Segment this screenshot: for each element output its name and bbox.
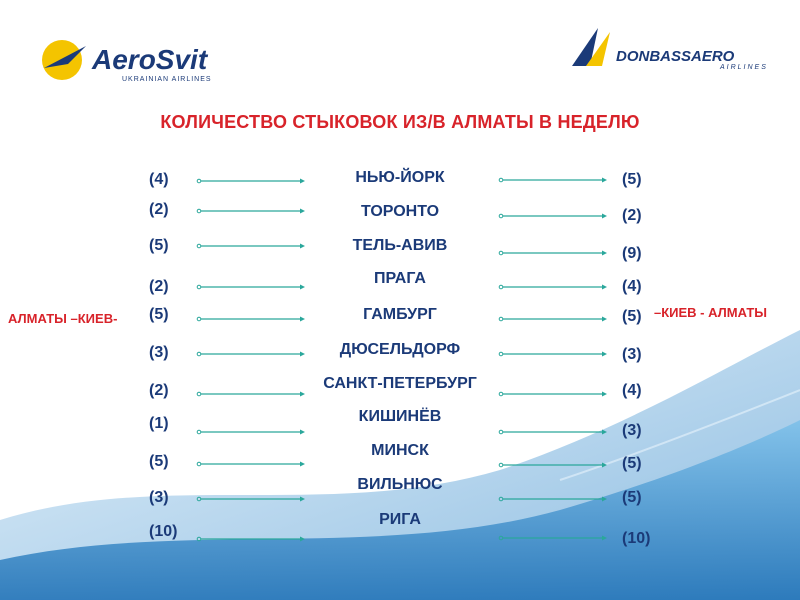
- left-count: (2): [149, 278, 169, 295]
- aerosvit-name: AeroSvit: [92, 44, 208, 75]
- city-name: ПРАГА: [374, 270, 426, 287]
- left-count: (1): [149, 415, 169, 432]
- left-count: (10): [149, 523, 178, 540]
- left-count: (3): [149, 344, 169, 361]
- right-count: (9): [622, 245, 642, 262]
- right-arrow: [499, 497, 607, 502]
- left-route-label: АЛМАТЫ –КИЕВ-: [8, 311, 118, 326]
- left-arrow: [197, 537, 305, 542]
- right-count: (10): [622, 530, 651, 547]
- left-count: (5): [149, 237, 169, 254]
- right-count: (5): [622, 171, 642, 188]
- right-count: (4): [622, 278, 642, 295]
- right-count: (2): [622, 207, 642, 224]
- right-count: (5): [622, 489, 642, 506]
- left-count: (5): [149, 453, 169, 470]
- left-count: (2): [149, 201, 169, 218]
- right-arrow: [499, 463, 607, 468]
- left-count: (2): [149, 382, 169, 399]
- donbassaero-tagline: AIRLINES: [720, 64, 768, 71]
- left-arrow: [197, 430, 305, 435]
- donbassaero-name: DONBASSAERO: [616, 48, 735, 65]
- city-name: САНКТ-ПЕТЕРБУРГ: [323, 375, 477, 392]
- city-name: ДЮСЕЛЬДОРФ: [339, 341, 461, 358]
- city-name: ТОРОНТО: [360, 203, 440, 220]
- right-count: (3): [622, 346, 642, 363]
- left-count: (5): [149, 306, 169, 323]
- left-arrow: [197, 497, 305, 502]
- right-arrow: [499, 536, 607, 541]
- left-count: (3): [149, 489, 169, 506]
- city-name: МИНСК: [371, 442, 429, 459]
- page-title: КОЛИЧЕСТВО СТЫКОВОК ИЗ/В АЛМАТЫ В НЕДЕЛЮ: [160, 112, 640, 132]
- city-name: ТЕЛЬ-АВИВ: [352, 237, 448, 254]
- right-count: (4): [622, 382, 642, 399]
- city-name: НЬЮ-ЙОРК: [355, 169, 445, 186]
- left-count: (4): [149, 171, 169, 188]
- aerosvit-tagline: UKRAINIAN AIRLINES: [122, 76, 212, 83]
- left-arrow: [197, 462, 305, 467]
- right-count: (5): [622, 455, 642, 472]
- right-count: (3): [622, 422, 642, 439]
- city-name: ГАМБУРГ: [363, 306, 437, 323]
- right-arrow: [499, 430, 607, 435]
- right-route-label: –КИЕВ - АЛМАТЫ: [654, 305, 768, 320]
- city-name: ВИЛЬНЮС: [357, 476, 443, 493]
- city-name: РИГА: [379, 511, 421, 528]
- city-name: КИШИНЁВ: [358, 408, 442, 425]
- right-count: (5): [622, 308, 642, 325]
